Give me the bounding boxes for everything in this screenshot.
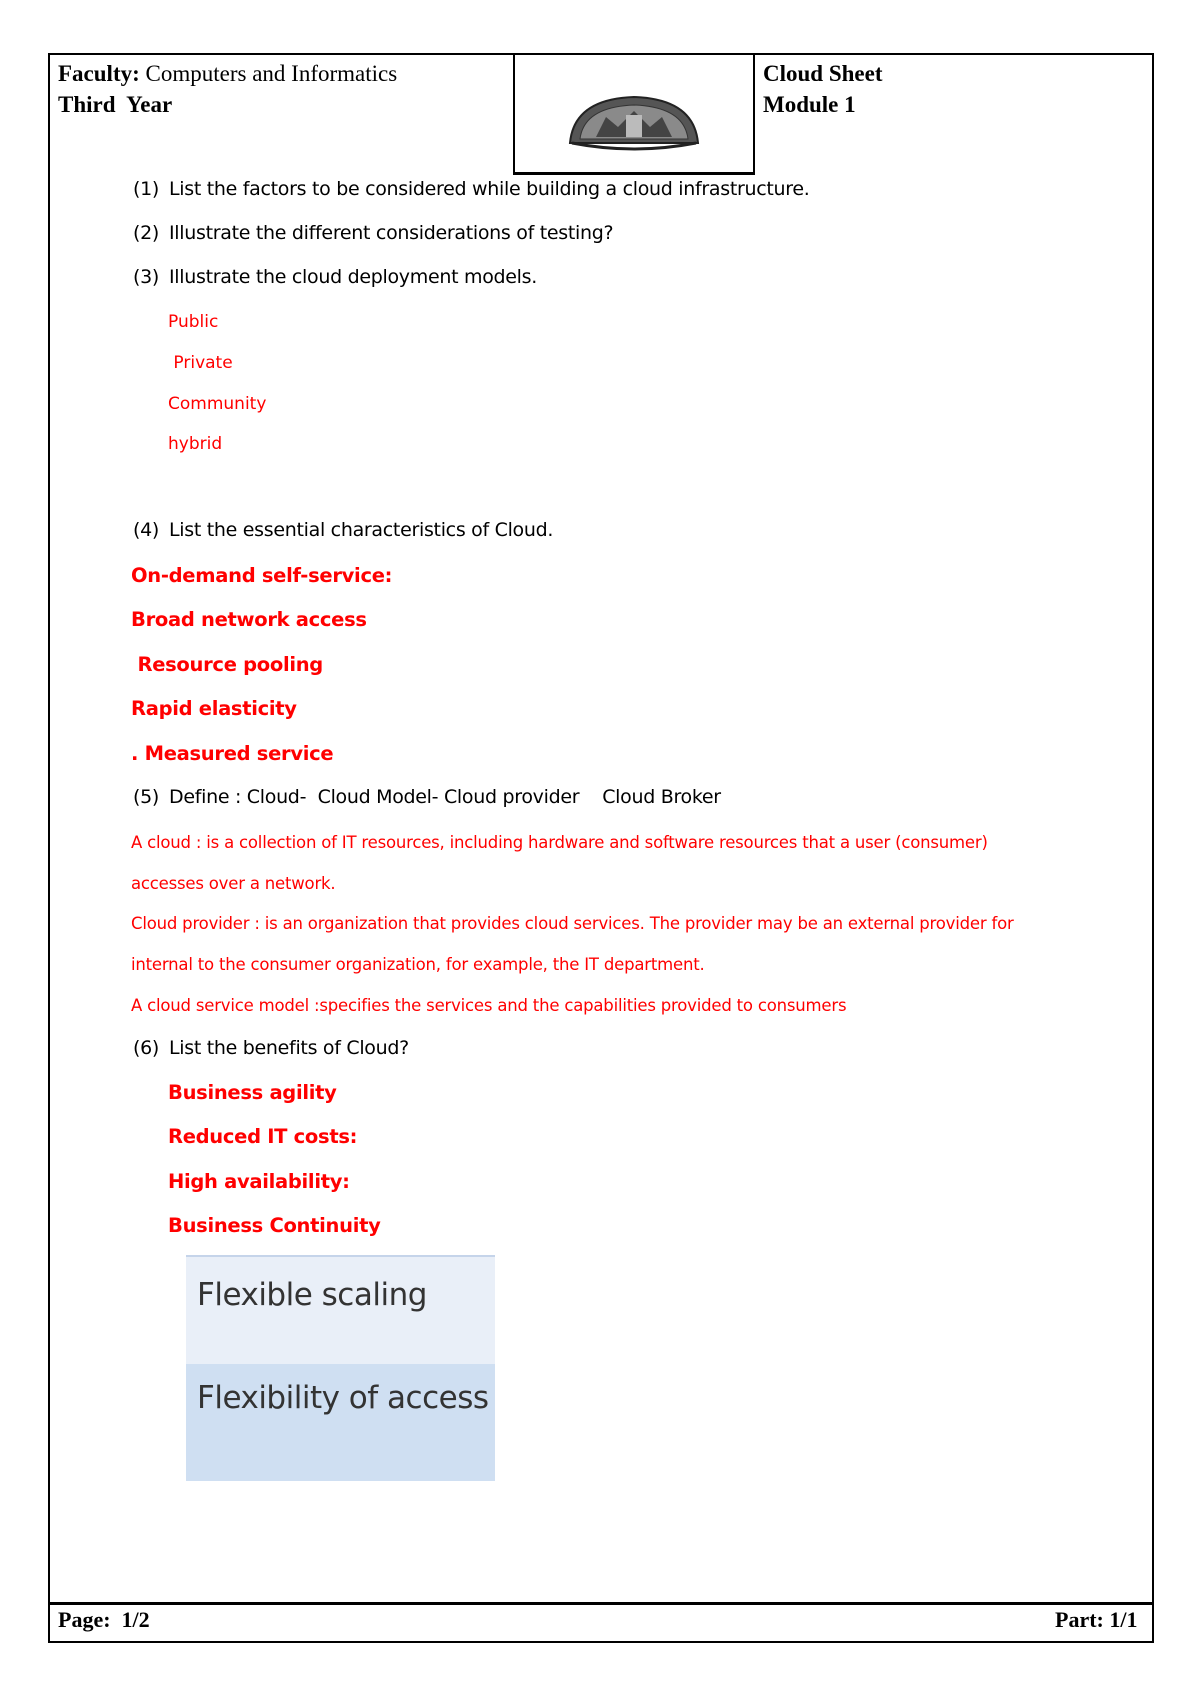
benefit-item: Reduced IT costs:	[168, 1125, 358, 1148]
definition-line: A cloud : is a collection of IT resources, including hardware and software resources that a user (consumer)	[131, 833, 988, 852]
definition-line: A cloud service model :specifies the services and the capabilities provided to consumers	[131, 996, 847, 1015]
faculty-label: Faculty:	[58, 61, 140, 86]
footer-page	[58, 1607, 150, 1633]
question-text: List the factors to be considered while building a cloud infrastructure.	[169, 178, 810, 200]
question-6	[133, 1037, 409, 1059]
characteristic-item: . Measured service	[131, 742, 334, 765]
question-number: (5)	[133, 786, 160, 808]
question-4	[133, 519, 553, 541]
question-text: Illustrate the cloud deployment models.	[169, 266, 537, 288]
footer-part: Part: 1/1	[1055, 1607, 1138, 1632]
question-5	[133, 786, 721, 808]
flex-row-scaling	[186, 1255, 495, 1364]
flex-scaling-text: Flexible scaling	[197, 1277, 427, 1313]
logo-box	[513, 53, 755, 175]
question-number: (4)	[133, 519, 160, 541]
definition-line: internal to the consumer organization, for example, the IT department.	[131, 955, 705, 974]
module-label: Module 1	[763, 92, 856, 117]
footer-divider	[48, 1602, 1154, 1605]
question-number: (3)	[133, 266, 160, 288]
question-text: List the benefits of Cloud?	[169, 1037, 409, 1059]
flex-row-access	[186, 1364, 495, 1481]
question-number: (2)	[133, 222, 160, 244]
page-value: 1/2	[121, 1607, 150, 1632]
benefit-item: Business agility	[168, 1081, 337, 1104]
question-3	[133, 266, 537, 288]
question-1	[133, 178, 810, 200]
benefit-item: Business Continuity	[168, 1214, 381, 1237]
page-label: Page:	[58, 1607, 111, 1632]
question-text: List the essential characteristics of Cloud.	[169, 519, 554, 541]
definition-line: Cloud provider : is an organization that provides cloud services. The provider may be an external provider for	[131, 914, 1014, 933]
characteristic-item: Resource pooling	[131, 653, 323, 676]
year: Third Year	[58, 92, 173, 117]
question-number: (1)	[133, 178, 160, 200]
deployment-hybrid: hybrid	[168, 434, 223, 454]
question-number: (6)	[133, 1037, 160, 1059]
flex-access-text: Flexibility of access	[197, 1380, 489, 1416]
deployment-public: Public	[168, 312, 219, 332]
question-text: Illustrate the different considerations of testing?	[169, 222, 614, 244]
deployment-private: Private	[168, 353, 233, 373]
header-left	[58, 58, 397, 120]
deployment-community: Community	[168, 394, 267, 414]
university-logo-icon	[566, 93, 702, 153]
question-text: Define : Cloud- Cloud Model- Cloud provider Cloud Broker	[169, 786, 721, 808]
characteristic-item: On-demand self-service:	[131, 564, 393, 587]
header-right	[763, 58, 883, 120]
sheet-title: Cloud Sheet	[763, 61, 883, 86]
characteristic-item: Broad network access	[131, 608, 367, 631]
question-2	[133, 222, 613, 244]
benefit-item: High availability:	[168, 1170, 350, 1193]
faculty-value: Computers and Informatics	[145, 61, 398, 86]
definition-line: accesses over a network.	[131, 874, 336, 893]
characteristic-item: Rapid elasticity	[131, 697, 297, 720]
flex-image	[186, 1255, 495, 1481]
